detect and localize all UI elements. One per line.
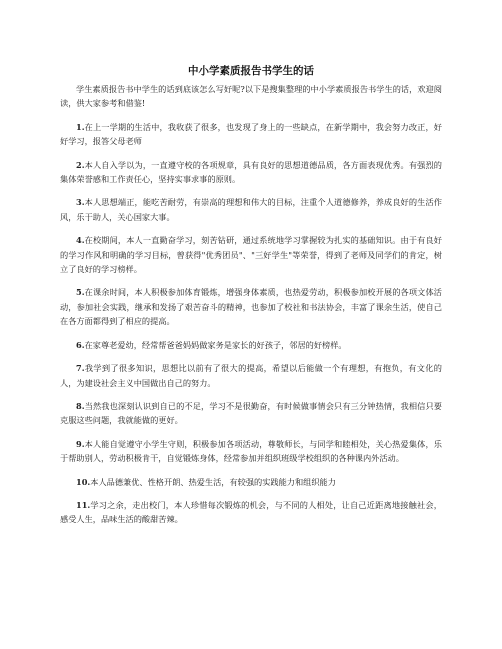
item-text: 在校期间，本人一直勤奋学习，刻苦钻研，通过系统地学习掌握较为扎实的基础知识。由于有良好的学习作风和明确的学习目标，曾获得"优秀团员"、"三好学生"等荣誉，得到了老师及同学们的肯定，树立了良好的学习榜样。: [60, 235, 442, 275]
item-number: 2.: [76, 159, 85, 170]
item-text: 本人自入学以为，一直遵守校的各项规章，具有良好的思想道德品质，各方面表现优秀。有强烈的集体荣誉感和工作责任心，坚持实事求事的原则。: [60, 159, 442, 185]
item-number: 4.: [76, 235, 85, 246]
item-text: 在课余时间，本人积极参加体育锻炼，增强身体素质，也热爱劳动，积极参加校开展的各项文体活动，参加社会实践，继承和发扬了艰苦奋斗的精神，也参加了校社和书法协会，丰富了课余生活，使自己在各方面都得到了相应的提高。: [60, 287, 442, 327]
item-text: 我学到了很多知识，思想比以前有了很大的提高，希望以后能做一个有理想，有抱负，有文化的人，为建设社会主义中国做出自己的努力。: [60, 363, 442, 388]
item-number: 1.: [76, 121, 85, 132]
item-text: 在家尊老爱幼，经常帮爸爸妈妈做家务是家长的好孩子，邻居的好榜样。: [84, 339, 347, 350]
item-text: 在上一学期的生活中，我收获了很多，也发现了身上的一些缺点，在新学期中，我会努力改正，好好学习，报答父母老师: [60, 121, 442, 147]
item-number: 11.: [76, 499, 91, 510]
page-title: 中小学素质报告书学生的话: [188, 65, 314, 77]
list-item: [60, 475, 442, 489]
item-number: 5.: [76, 287, 85, 298]
item-number: 6.: [76, 339, 85, 350]
item-number: 9.: [76, 438, 85, 449]
document-body: [60, 82, 442, 536]
item-text: 当然我也深刻认识到自已的不足，学习不是很勤奋，有时候做事情会只有三分钟热情，我相信只要克服这些问题，我就能做的更好。: [60, 400, 442, 426]
item-text: 本人能自觉遵守小学生守则，积极参加各项活动，尊敬师长，与同学和睦相处，关心热爱集体，乐于帮助别人，劳动积极肯干，自觉锻炼身体，经常参加并组织班级学校组织的各种课内外活动。: [60, 438, 442, 464]
list-item: [60, 285, 442, 328]
item-number: 8.: [76, 400, 85, 411]
item-text: 本人品德兼优、性格开朗、热爱生活，有较强的实践能力和组织能力: [90, 476, 336, 487]
item-number: 7.: [76, 363, 85, 374]
intro-paragraph: 学生素质报告书中学生的话到底该怎么写好呢?以下是搜集整理的中小学素质报告书学生的话，欢迎阅读，供大家参考和借鉴!: [60, 84, 442, 109]
item-number: 3.: [76, 197, 85, 208]
list-item: [60, 361, 442, 390]
list-item: [60, 399, 442, 428]
list-item: [60, 158, 442, 187]
item-text: 本人思想端正，能吃苦耐劳，有崇高的理想和伟大的目标，注重个人道德修养，养成良好的生活作风，乐于助人，关心国家大事。: [60, 197, 442, 222]
list-item: [60, 233, 442, 276]
list-item: [60, 338, 442, 352]
item-number: 10.: [76, 476, 91, 487]
list-item: [60, 437, 442, 466]
list-item: [60, 195, 442, 224]
item-text: 学习之余，走出校门，本人珍惜每次锻炼的机会，与不同的人相处，让自己近距离地接触社会，感受人生，品味生活的酸甜苦辣。: [60, 499, 442, 525]
list-item: [60, 120, 442, 149]
list-item: [60, 498, 442, 527]
